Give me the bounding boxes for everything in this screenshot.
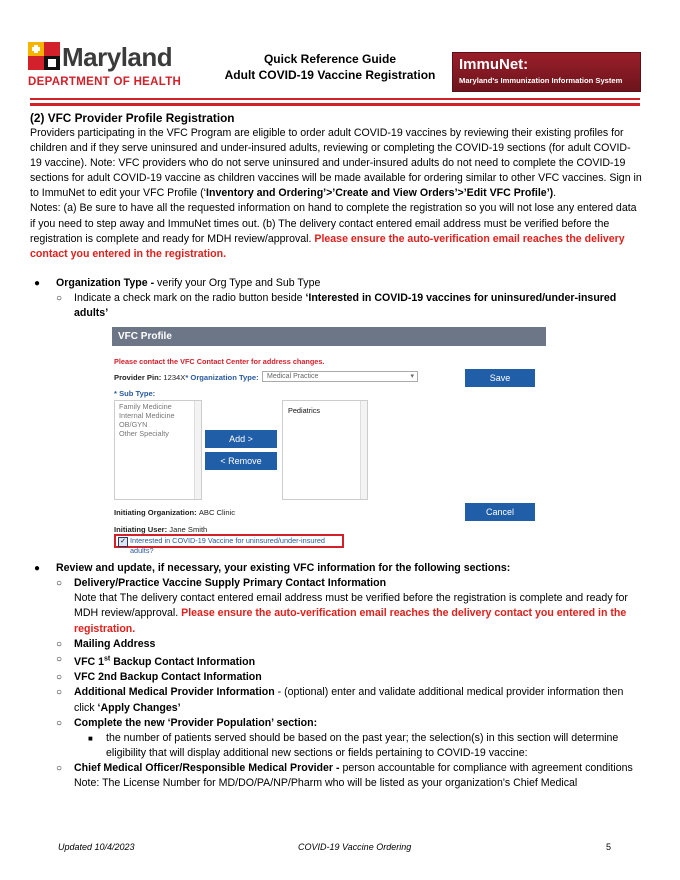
header-divider-thick bbox=[30, 103, 640, 106]
save-button[interactable]: Save bbox=[465, 369, 535, 387]
maryland-flag-icon bbox=[28, 42, 60, 70]
document-body bbox=[30, 110, 642, 791]
footer-center: COVID-19 Vaccine Ordering bbox=[298, 842, 412, 852]
bullet-list bbox=[30, 561, 642, 791]
bullet-list bbox=[30, 276, 642, 321]
remove-button[interactable]: < Remove bbox=[205, 452, 277, 470]
notes-paragraph: Notes: (a) Be sure to have all the requested information on hand to complete the registration so you will not lose any entered data if you need to step away and ImmuNet times out. (b) The delivery contact entered email address must be verified before the registration is complete and ready for MDH review/approval. Please ensure the auto-verification email reaches the delivery contact you entered in the registration. bbox=[30, 202, 637, 260]
immunet-title: ImmuNet: bbox=[459, 56, 529, 73]
maryland-logo bbox=[28, 40, 198, 92]
list-item: ● Organization Type - verify your Org Type and Sub Type ○ Indicate a check mark on the radio button beside ‘Interested in COVID-19 vaccines for uninsured/under-insured adults’ bbox=[30, 276, 642, 321]
page-header bbox=[0, 0, 680, 104]
subtype-label: * Sub Type: bbox=[114, 389, 156, 399]
provider-pin-row: Provider Pin: 1234X* Organization Type: bbox=[114, 373, 259, 383]
initiating-user-row: Initiating User: Jane Smith bbox=[114, 525, 208, 535]
list-item: ○ Additional Medical Provider Information - (optional) enter and validate additional medical provider information then click ‘Apply Changes’ bbox=[56, 686, 624, 714]
page-title bbox=[210, 51, 450, 83]
vfc-profile-screenshot bbox=[112, 327, 546, 556]
list-item[interactable]: Family Medicine bbox=[119, 402, 172, 412]
add-button[interactable]: Add > bbox=[205, 430, 277, 448]
list-item: ○ Delivery/Practice Vaccine Supply Primary Contact Information Note that The delivery contact entered email address must be verified before the registration is complete and ready for MDH review/approval. Please ensure the auto-verification email reaches the delivery contact you entered in the registration. bbox=[56, 577, 628, 635]
subtype-available-list[interactable] bbox=[114, 400, 202, 500]
chevron-down-icon: ▾ bbox=[410, 373, 414, 381]
covid-interest-checkbox[interactable] bbox=[114, 534, 344, 556]
org-type-select[interactable]: Medical Practice ▾ bbox=[262, 371, 418, 382]
logo-text: Maryland bbox=[62, 42, 173, 72]
list-item[interactable]: Internal Medicine bbox=[119, 410, 175, 420]
footer-updated: Updated 10/4/2023 bbox=[58, 842, 135, 852]
header-divider bbox=[30, 98, 640, 100]
cancel-button[interactable]: Cancel bbox=[465, 503, 535, 521]
list-item[interactable]: Pediatrics bbox=[288, 406, 321, 416]
list-item: ● Review and update, if necessary, your existing VFC information for the following sections: ○ Delivery/Practice Vaccine Supply Primary Contact Information Note that The delivery contact entered email address must be verified before the registration is complete and ready for MDH review/approval. Please ensure the auto-verification email reaches the delivery contact you entered in the registration. ○ Mailing Address ○ VFC 1st Backup Contact Information ○ VFC 2nd Backup Contact Information ○ Additional Medical Provider Information - (optional) enter and validate additional medical provider information then click ‘Apply Changes’ ○ Complete the new ‘Provider Population’ section: ■ the number of patients served should be based on the past year; the selection(s) in this section will determine eligibility that will display additional new sections or fields pertaining to COVID-19 vaccine: ○ Chief Medical Officer/Responsible Medical Provider - person accountable for compliance with agreement conditions Note: The License Number for MD/DO/PA/NP/Pharm who will be listed as your organization's Chief Medical bbox=[30, 561, 642, 791]
checkmark-icon[interactable]: ✓ bbox=[118, 537, 128, 547]
list-item[interactable]: OB/GYN bbox=[119, 419, 148, 429]
immunet-subtitle: Maryland's Immunization Information System bbox=[459, 76, 623, 85]
list-item[interactable]: Other Specialty bbox=[119, 428, 169, 438]
vfc-profile-title: VFC Profile bbox=[112, 327, 546, 346]
list-item: ■ the number of patients served should be based on the past year; the selection(s) in this section will determine eligibility that will display additional new sections or fields pertaining to COVID-19 vaccine: bbox=[88, 731, 619, 759]
checkbox-label: Interested in COVID-19 Vaccine for uninsured/under-insured adults? bbox=[130, 536, 325, 556]
initiating-org-row: Initiating Organization: ABC Clinic bbox=[114, 508, 236, 518]
title-line-2: Adult COVID-19 Vaccine Registration bbox=[224, 68, 436, 82]
logo-subtitle: DEPARTMENT OF HEALTH bbox=[28, 76, 182, 88]
address-notice: Please contact the VFC Contact Center for address changes. bbox=[114, 357, 325, 367]
subtype-selected-list[interactable] bbox=[282, 400, 368, 500]
list-item: ○ Mailing Address bbox=[56, 637, 156, 650]
scrollbar[interactable] bbox=[360, 401, 367, 499]
list-item: ○ Chief Medical Officer/Responsible Medical Provider - person accountable for compliance with agreement conditions Note: The License Number for MD/DO/PA/NP/Pharm who will be listed as your organization's Chief Medical bbox=[56, 761, 633, 789]
list-item: ○ VFC 1st Backup Contact Information bbox=[56, 653, 256, 669]
list-item: ○ Indicate a check mark on the radio button beside ‘Interested in COVID-19 vaccines for uninsured/under-insured adults’ bbox=[56, 291, 617, 320]
immunet-logo bbox=[452, 52, 641, 92]
title-line-1: Quick Reference Guide bbox=[263, 52, 397, 66]
list-item: ○ VFC 2nd Backup Contact Information bbox=[56, 671, 262, 684]
scrollbar[interactable] bbox=[194, 401, 201, 499]
intro-paragraph: Providers participating in the VFC Program are eligible to order adult COVID-19 vaccines by reviewing their existing profiles for children and if they serve uninsured and under-insured adults, reviewing or completing the COVID-19 sections (for adult COVID-19 vaccine). Note: VFC providers who do not serve uninsured and under-insured adults do not need to complete the COVID-19 sections for adult COVID-19 vaccine as children vaccines will be made available for ordering similar to other VFC vaccines. Sign in to ImmuNet to edit your VFC Profile (‘Inventory and Ordering’>’Create and View Orders’>’Edit VFC Profile’). bbox=[30, 127, 642, 200]
list-item: ○ Complete the new ‘Provider Population’ section: ■ the number of patients served should be based on the past year; the selection(s) in this section will determine eligibility that will display additional new sections or fields pertaining to COVID-19 vaccine: bbox=[56, 716, 642, 761]
section-heading: (2) VFC Provider Profile Registration bbox=[30, 111, 235, 125]
page-number: 5 bbox=[606, 842, 612, 852]
